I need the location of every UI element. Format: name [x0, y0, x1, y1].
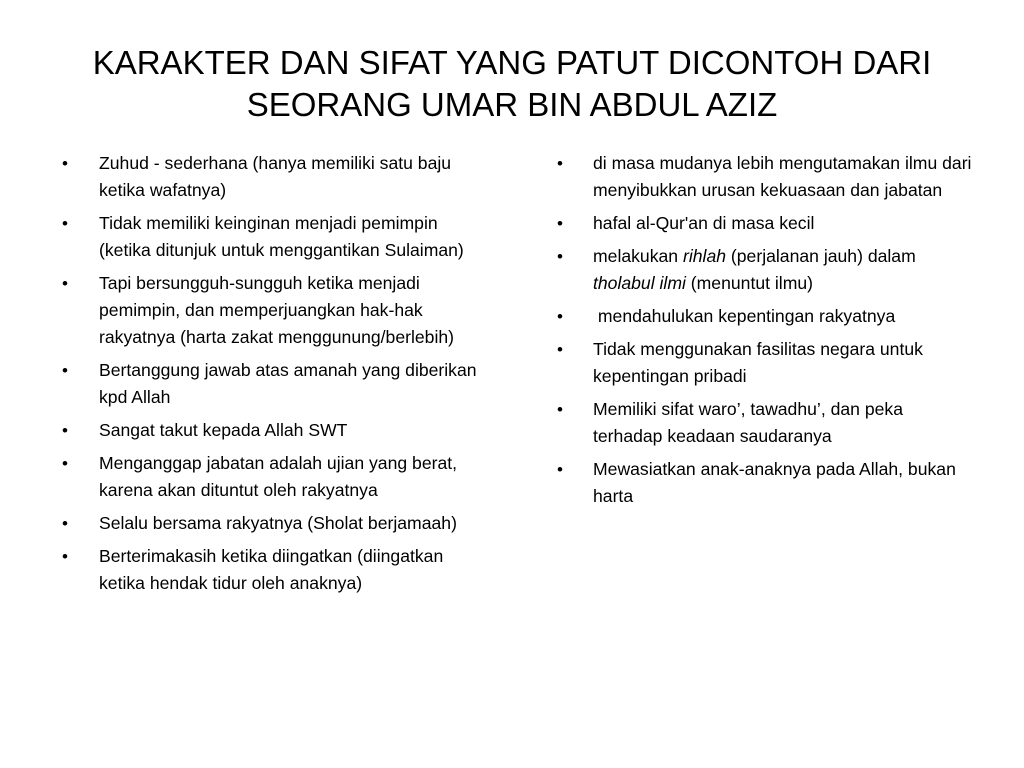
- bullet-icon: •: [557, 400, 563, 419]
- list-item: [60, 543, 480, 597]
- list-item: [555, 303, 975, 330]
- list-item: [60, 450, 480, 504]
- title-line-2: SEORANG UMAR BIN ABDUL AZIZ: [246, 86, 778, 123]
- text-run: melakukan: [593, 246, 683, 266]
- text-run: (menuntut ilmu): [685, 273, 814, 293]
- list-item: [60, 270, 480, 351]
- text-run: (perjalanan jauh) dalam: [726, 246, 916, 266]
- list-item-text: Berterimakasih ketika diingatkan (diingatkan ketika hendak tidur oleh anaknya): [99, 546, 444, 593]
- list-item-text: mendahulukan kepentingan rakyatnya: [593, 306, 896, 326]
- bullet-icon: •: [62, 547, 68, 566]
- list-item-text: hafal al-Qur'an di masa kecil: [593, 213, 815, 233]
- bullet-icon: •: [557, 154, 563, 173]
- list-item-text: Menganggap jabatan adalah ujian yang berat, karena akan dituntut oleh rakyatnya: [99, 453, 458, 500]
- bullet-icon: •: [557, 247, 563, 266]
- italic-term-rihlah: rihlah: [682, 246, 727, 266]
- bullet-icon: •: [557, 214, 563, 233]
- right-bullet-list: [555, 150, 975, 510]
- list-item: [60, 510, 480, 537]
- right-column: [555, 150, 975, 516]
- bullet-icon: •: [62, 421, 68, 440]
- left-bullet-list: [60, 150, 480, 597]
- bullet-icon: •: [557, 307, 563, 326]
- slide-title: [60, 42, 964, 126]
- list-item-text: Tidak menggunakan fasilitas negara untuk kepentingan pribadi: [593, 339, 923, 386]
- list-item-text: Sangat takut kepada Allah SWT: [99, 420, 348, 440]
- bullet-icon: •: [62, 454, 68, 473]
- bullet-icon: •: [62, 154, 68, 173]
- list-item: [60, 210, 480, 264]
- list-item: [555, 396, 975, 450]
- bullet-icon: •: [62, 274, 68, 293]
- left-column: [60, 150, 480, 603]
- list-item: [60, 417, 480, 444]
- list-item: [555, 243, 975, 297]
- list-item: [555, 456, 975, 510]
- list-item-text: Zuhud - sederhana (hanya memiliki satu baju ketika wafatnya): [99, 153, 452, 200]
- bullet-icon: •: [557, 340, 563, 359]
- list-item-text: Selalu bersama rakyatnya (Sholat berjamaah): [99, 513, 457, 533]
- list-item-text: Mewasiatkan anak-anaknya pada Allah, bukan harta: [593, 459, 956, 506]
- bullet-icon: •: [62, 214, 68, 233]
- list-item-text: Bertanggung jawab atas amanah yang diberikan kpd Allah: [99, 360, 477, 407]
- list-item-text: di masa mudanya lebih mengutamakan ilmu dari menyibukkan urusan kekuasaan dan jabatan: [593, 153, 972, 200]
- list-item: [555, 150, 975, 204]
- list-item-text: Tidak memiliki keinginan menjadi pemimpin (ketika ditunjuk untuk menggantikan Sulaiman): [99, 213, 464, 260]
- bullet-icon: •: [557, 460, 563, 479]
- list-item: [60, 357, 480, 411]
- list-item: [555, 210, 975, 237]
- bullet-icon: •: [62, 514, 68, 533]
- list-item-text: Tapi bersungguh-sungguh ketika menjadi pemimpin, dan memperjuangkan hak-hak rakyatnya (harta zakat menggunung/berlebih): [99, 273, 455, 347]
- title-line-1: KARAKTER DAN SIFAT YANG PATUT DICONTOH DARI: [92, 44, 932, 81]
- list-item: [555, 336, 975, 390]
- list-item: [60, 150, 480, 204]
- list-item-text: [593, 246, 916, 293]
- bullet-icon: •: [62, 361, 68, 380]
- italic-term-tholabul-ilmi: tholabul ilmi: [593, 273, 686, 293]
- list-item-text: Memiliki sifat waro’, tawadhu’, dan peka terhadap keadaan saudaranya: [593, 399, 903, 446]
